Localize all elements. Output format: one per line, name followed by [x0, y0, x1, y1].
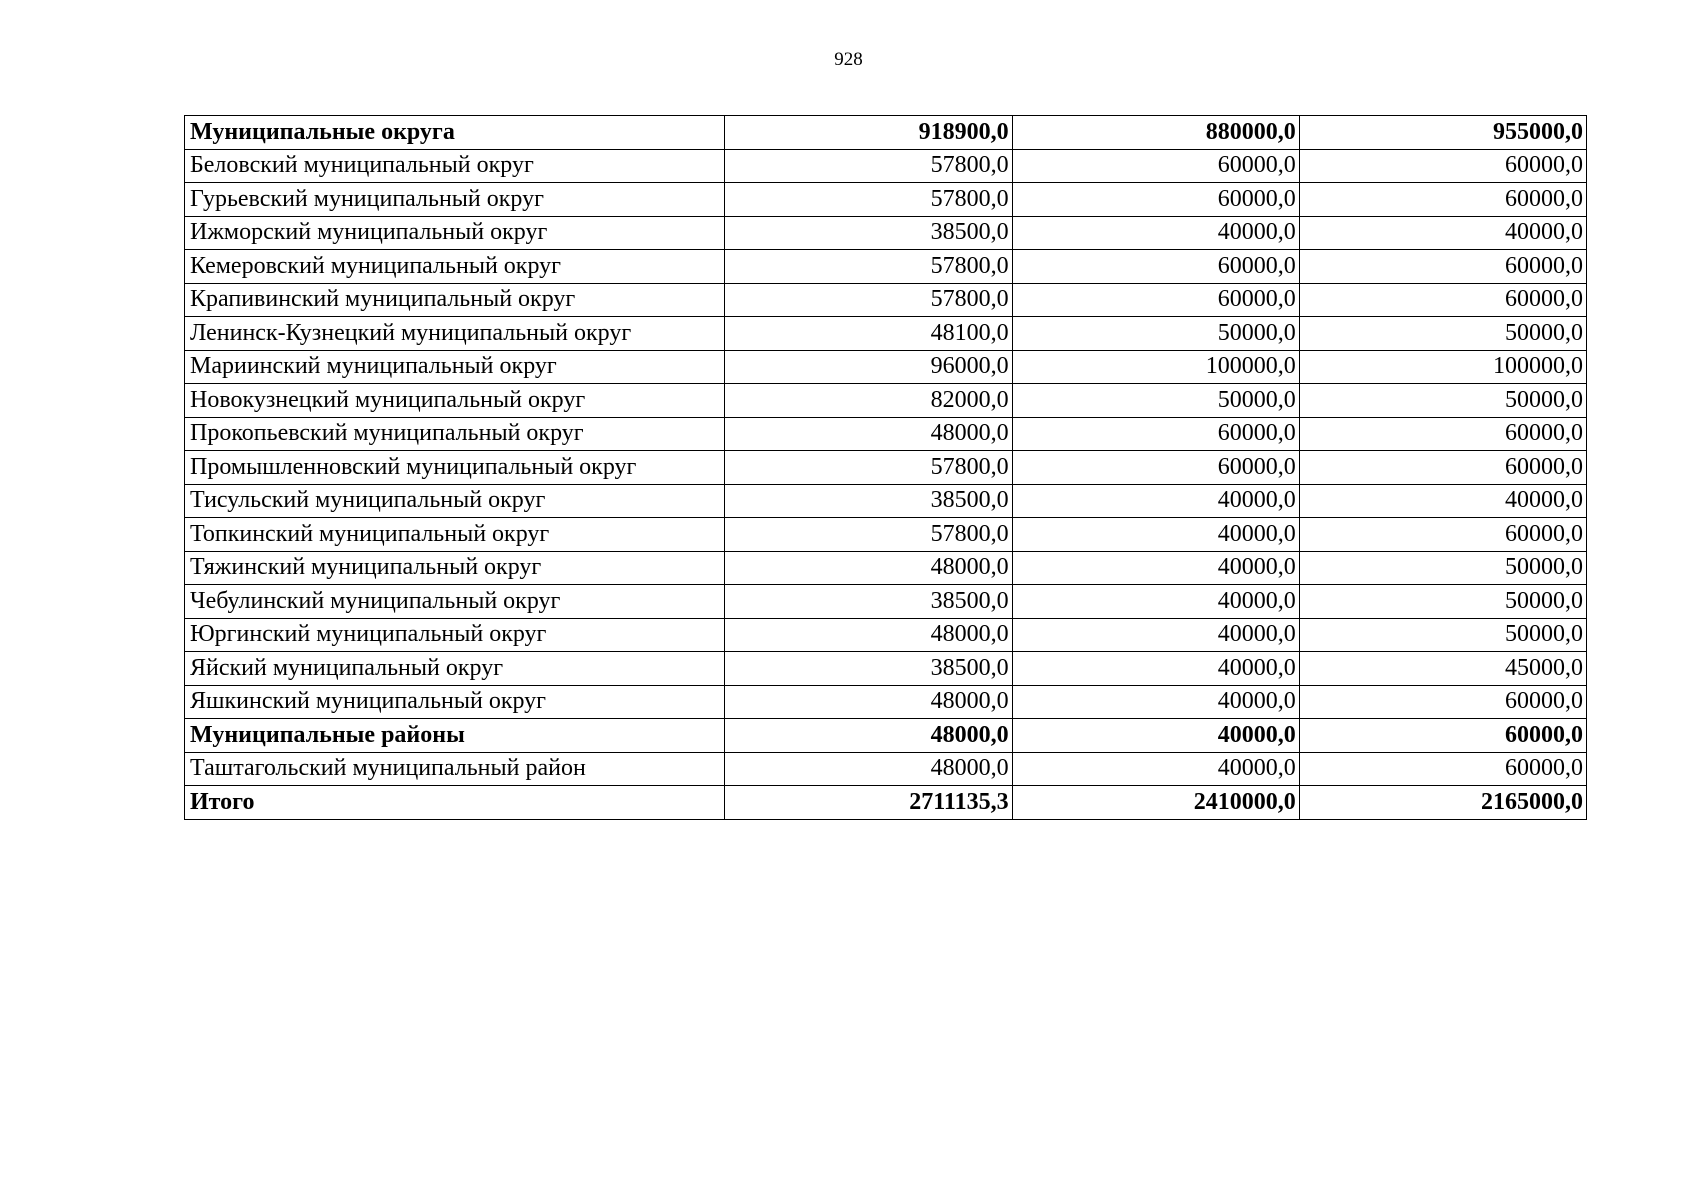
value-cell-col2: 60000,0 [1012, 417, 1299, 451]
value-cell-col3: 60000,0 [1299, 283, 1586, 317]
row-name-cell: Крапивинский муниципальный округ [185, 283, 725, 317]
value-cell-col1: 82000,0 [725, 384, 1012, 418]
row-name-cell: Тяжинский муниципальный округ [185, 551, 725, 585]
row-name-cell: Прокопьевский муниципальный округ [185, 417, 725, 451]
row-name-cell: Муниципальные округа [185, 116, 725, 150]
value-cell-col2: 60000,0 [1012, 183, 1299, 217]
table-body [185, 116, 1587, 820]
value-cell-col3: 60000,0 [1299, 752, 1586, 786]
table-row [185, 183, 1587, 217]
value-cell-col1: 48000,0 [725, 551, 1012, 585]
value-cell-col2: 40000,0 [1012, 685, 1299, 719]
value-cell-col2: 50000,0 [1012, 384, 1299, 418]
value-cell-col1: 96000,0 [725, 350, 1012, 384]
value-cell-col1: 918900,0 [725, 116, 1012, 150]
table-row [185, 317, 1587, 351]
value-cell-col1: 57800,0 [725, 283, 1012, 317]
value-cell-col3: 60000,0 [1299, 719, 1586, 753]
value-cell-col1: 38500,0 [725, 652, 1012, 686]
value-cell-col1: 48100,0 [725, 317, 1012, 351]
value-cell-col2: 40000,0 [1012, 551, 1299, 585]
row-name-cell: Новокузнецкий муниципальный округ [185, 384, 725, 418]
value-cell-col2: 40000,0 [1012, 216, 1299, 250]
value-cell-col1: 48000,0 [725, 685, 1012, 719]
row-name-cell: Беловский муниципальный округ [185, 149, 725, 183]
value-cell-col3: 50000,0 [1299, 317, 1586, 351]
value-cell-col3: 45000,0 [1299, 652, 1586, 686]
value-cell-col3: 40000,0 [1299, 216, 1586, 250]
value-cell-col1: 57800,0 [725, 250, 1012, 284]
value-cell-col1: 57800,0 [725, 451, 1012, 485]
value-cell-col3: 60000,0 [1299, 685, 1586, 719]
value-cell-col3: 50000,0 [1299, 618, 1586, 652]
table-row [185, 786, 1587, 820]
table-row [185, 451, 1587, 485]
value-cell-col3: 60000,0 [1299, 149, 1586, 183]
table-row [185, 417, 1587, 451]
value-cell-col1: 48000,0 [725, 719, 1012, 753]
value-cell-col1: 57800,0 [725, 149, 1012, 183]
value-cell-col2: 100000,0 [1012, 350, 1299, 384]
row-name-cell: Итого [185, 786, 725, 820]
row-name-cell: Яйский муниципальный округ [185, 652, 725, 686]
table-row [185, 618, 1587, 652]
table-row [185, 149, 1587, 183]
row-name-cell: Юргинский муниципальный округ [185, 618, 725, 652]
table-row [185, 250, 1587, 284]
value-cell-col3: 60000,0 [1299, 518, 1586, 552]
row-name-cell: Ижморский муниципальный округ [185, 216, 725, 250]
value-cell-col3: 50000,0 [1299, 384, 1586, 418]
value-cell-col3: 955000,0 [1299, 116, 1586, 150]
row-name-cell: Чебулинский муниципальный округ [185, 585, 725, 619]
value-cell-col1: 38500,0 [725, 216, 1012, 250]
row-name-cell: Тисульский муниципальный округ [185, 484, 725, 518]
value-cell-col2: 40000,0 [1012, 518, 1299, 552]
table-row [185, 752, 1587, 786]
page-number: 928 [834, 49, 863, 70]
table-row [185, 283, 1587, 317]
value-cell-col3: 50000,0 [1299, 585, 1586, 619]
value-cell-col1: 57800,0 [725, 183, 1012, 217]
table-row [185, 685, 1587, 719]
value-cell-col2: 40000,0 [1012, 585, 1299, 619]
table-row [185, 551, 1587, 585]
value-cell-col1: 48000,0 [725, 417, 1012, 451]
table-row [185, 585, 1587, 619]
value-cell-col2: 50000,0 [1012, 317, 1299, 351]
value-cell-col2: 60000,0 [1012, 250, 1299, 284]
value-cell-col3: 60000,0 [1299, 417, 1586, 451]
row-name-cell: Кемеровский муниципальный округ [185, 250, 725, 284]
row-name-cell: Таштагольский муниципальный район [185, 752, 725, 786]
row-name-cell: Мариинский муниципальный округ [185, 350, 725, 384]
row-name-cell: Промышленновский муниципальный округ [185, 451, 725, 485]
value-cell-col3: 2165000,0 [1299, 786, 1586, 820]
value-cell-col3: 100000,0 [1299, 350, 1586, 384]
value-cell-col2: 40000,0 [1012, 719, 1299, 753]
value-cell-col1: 38500,0 [725, 484, 1012, 518]
value-cell-col2: 60000,0 [1012, 149, 1299, 183]
table-row [185, 384, 1587, 418]
row-name-cell: Гурьевский муниципальный округ [185, 183, 725, 217]
row-name-cell: Топкинский муниципальный округ [185, 518, 725, 552]
value-cell-col1: 38500,0 [725, 585, 1012, 619]
table-row [185, 652, 1587, 686]
value-cell-col1: 2711135,3 [725, 786, 1012, 820]
value-cell-col1: 48000,0 [725, 618, 1012, 652]
table-row [185, 350, 1587, 384]
row-name-cell: Яшкинский муниципальный округ [185, 685, 725, 719]
table-row [185, 518, 1587, 552]
row-name-cell: Муниципальные районы [185, 719, 725, 753]
value-cell-col2: 40000,0 [1012, 652, 1299, 686]
value-cell-col2: 60000,0 [1012, 283, 1299, 317]
value-cell-col3: 40000,0 [1299, 484, 1586, 518]
value-cell-col2: 60000,0 [1012, 451, 1299, 485]
table-row [185, 484, 1587, 518]
value-cell-col2: 40000,0 [1012, 752, 1299, 786]
table-row [185, 719, 1587, 753]
value-cell-col2: 40000,0 [1012, 618, 1299, 652]
table-row [185, 216, 1587, 250]
value-cell-col3: 60000,0 [1299, 250, 1586, 284]
budget-table [184, 115, 1587, 820]
value-cell-col3: 60000,0 [1299, 451, 1586, 485]
table-row [185, 116, 1587, 150]
value-cell-col1: 48000,0 [725, 752, 1012, 786]
value-cell-col3: 50000,0 [1299, 551, 1586, 585]
row-name-cell: Ленинск-Кузнецкий муниципальный округ [185, 317, 725, 351]
value-cell-col2: 880000,0 [1012, 116, 1299, 150]
value-cell-col1: 57800,0 [725, 518, 1012, 552]
value-cell-col2: 40000,0 [1012, 484, 1299, 518]
value-cell-col3: 60000,0 [1299, 183, 1586, 217]
value-cell-col2: 2410000,0 [1012, 786, 1299, 820]
